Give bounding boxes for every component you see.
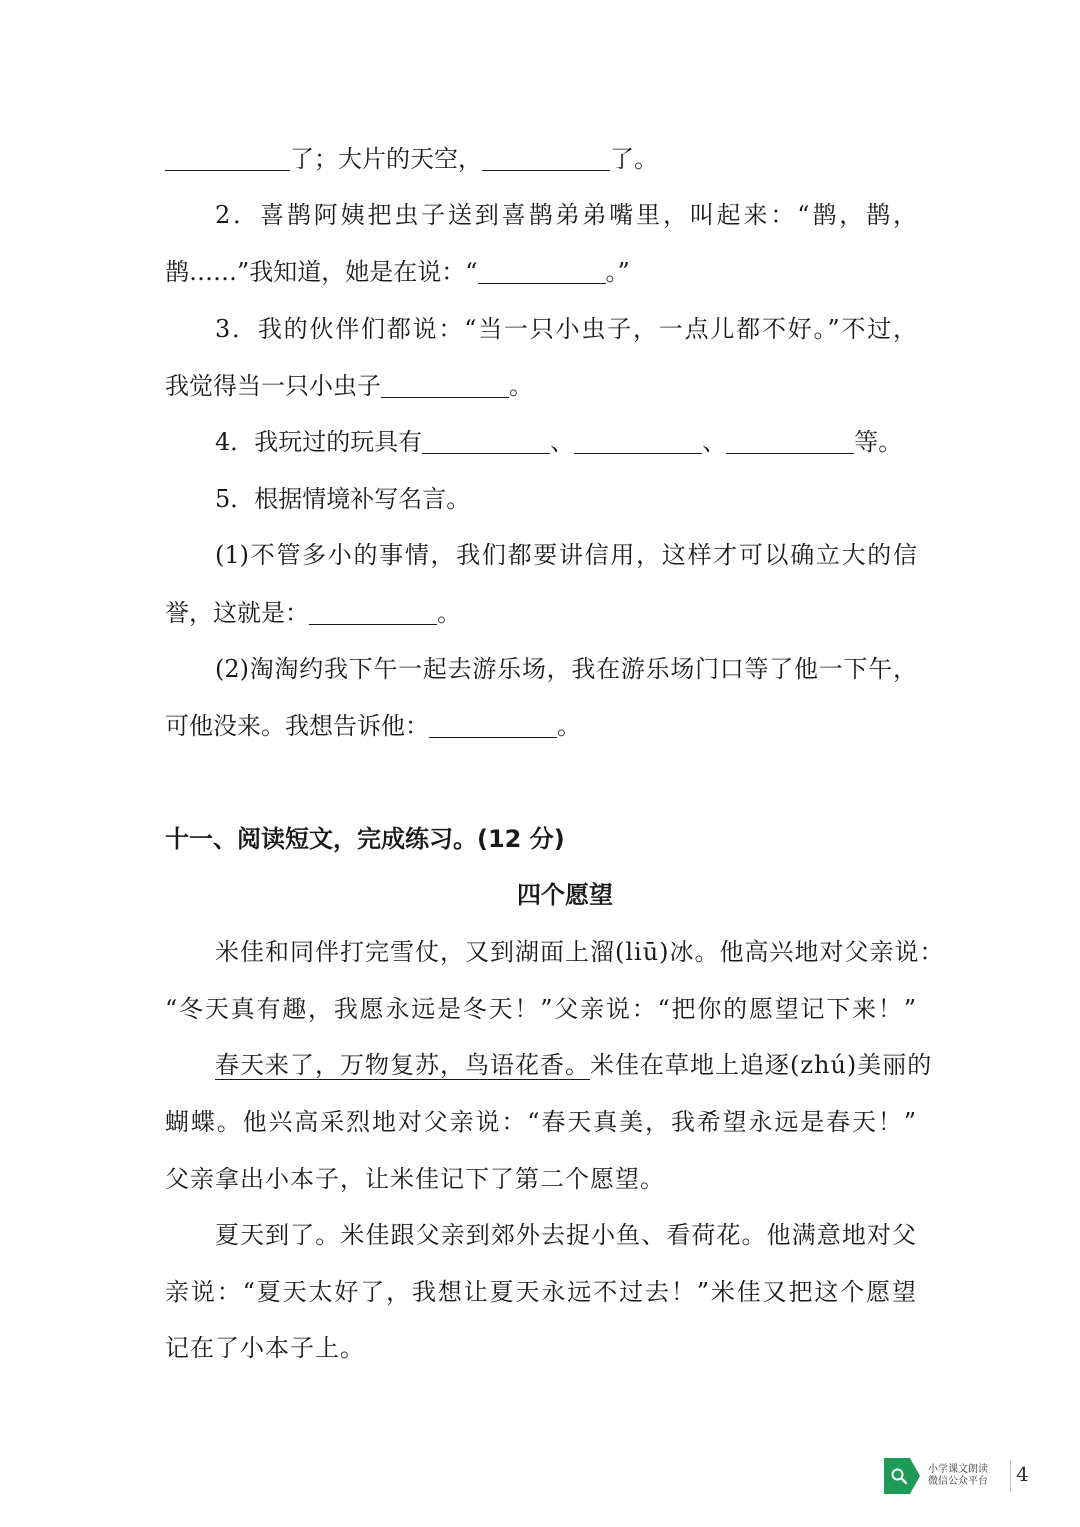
q2-line1: 2．喜鹊阿姨把虫子送到喜鹊弟弟嘴里，叫起来：“鹊，鹊，: [215, 201, 917, 229]
story-p2-line1: 春天来了，万物复苏，鸟语花香。米佳在草地上追逐(zhú)美丽的: [215, 1051, 933, 1079]
q5-s2-line2: 可他没来。我想告诉他： 。: [165, 712, 581, 740]
section11-heading: 十一、阅读短文，完成练习。(12 分): [165, 825, 565, 853]
answer-blank[interactable]: [309, 598, 437, 625]
q3-line1: 3．我的伙伴们都说：“当一只小虫子，一点儿都不好。”不过，: [215, 315, 917, 343]
story-p2-line3: 父亲拿出小本子，让米佳记下了第二个愿望。: [165, 1165, 665, 1193]
q5-s1-line2: 誉，这就是： 。: [165, 599, 461, 627]
q1-continuation: 了；大片的天空， 了。: [165, 142, 917, 176]
q3-line2: 我觉得当一只小虫子 。: [165, 372, 533, 400]
answer-blank[interactable]: [478, 257, 606, 284]
story-p3-line1: 夏天到了。米佳跟父亲到郊外去捉小鱼、看荷花。他满意地对父: [215, 1221, 917, 1249]
q5-s1-line1: (1)不管多小的事情，我们都要讲信用，这样才可以确立大的信: [215, 541, 917, 569]
story-p1-line1: 米佳和同伴打完雪仗，又到湖面上溜(liū)冰。他高兴地对父亲说：: [215, 938, 945, 966]
logo-text: 小学课文朗读 微信公众平台: [928, 1464, 988, 1487]
answer-blank[interactable]: [422, 427, 550, 454]
story-p1-line2: “冬天真有趣，我愿永远是冬天！”父亲说：“把你的愿望记下来！”: [165, 995, 917, 1023]
page-divider: [1010, 1460, 1011, 1492]
answer-blank[interactable]: [165, 144, 290, 171]
story-p3-line3: 记在了小本子上。: [165, 1334, 365, 1362]
story-p2-line2: 蝴蝶。他兴高采烈地对父亲说：“春天真美，我希望永远是春天！”: [165, 1108, 917, 1136]
story-title: 四个愿望: [517, 881, 613, 909]
search-icon: [890, 1467, 908, 1485]
answer-blank[interactable]: [574, 427, 702, 454]
q5-s2-line1: (2)淘淘约我下午一起去游乐场，我在游乐场门口等了他一下午，: [215, 655, 917, 683]
logo-badge: [884, 1458, 920, 1494]
wechat-platform-logo[interactable]: [884, 1458, 1008, 1494]
q2-line2: 鹊……”我知道，她是在说：“ 。”: [165, 258, 630, 286]
underlined-sentence: 春天来了，万物复苏，鸟语花香。: [215, 1051, 590, 1079]
answer-blank[interactable]: [482, 144, 610, 171]
story-p3-line2: 亲说：“夏天太好了，我想让夏天永远不过去！”米佳又把这个愿望: [165, 1278, 917, 1306]
answer-blank[interactable]: [429, 711, 557, 738]
page-number: 4: [1016, 1462, 1029, 1486]
q4-line: 4．我玩过的玩具有 、 、 等。: [215, 428, 903, 456]
answer-blank[interactable]: [381, 371, 509, 398]
q5-title: 5．根据情境补写名言。: [215, 485, 471, 513]
answer-blank[interactable]: [726, 427, 854, 454]
